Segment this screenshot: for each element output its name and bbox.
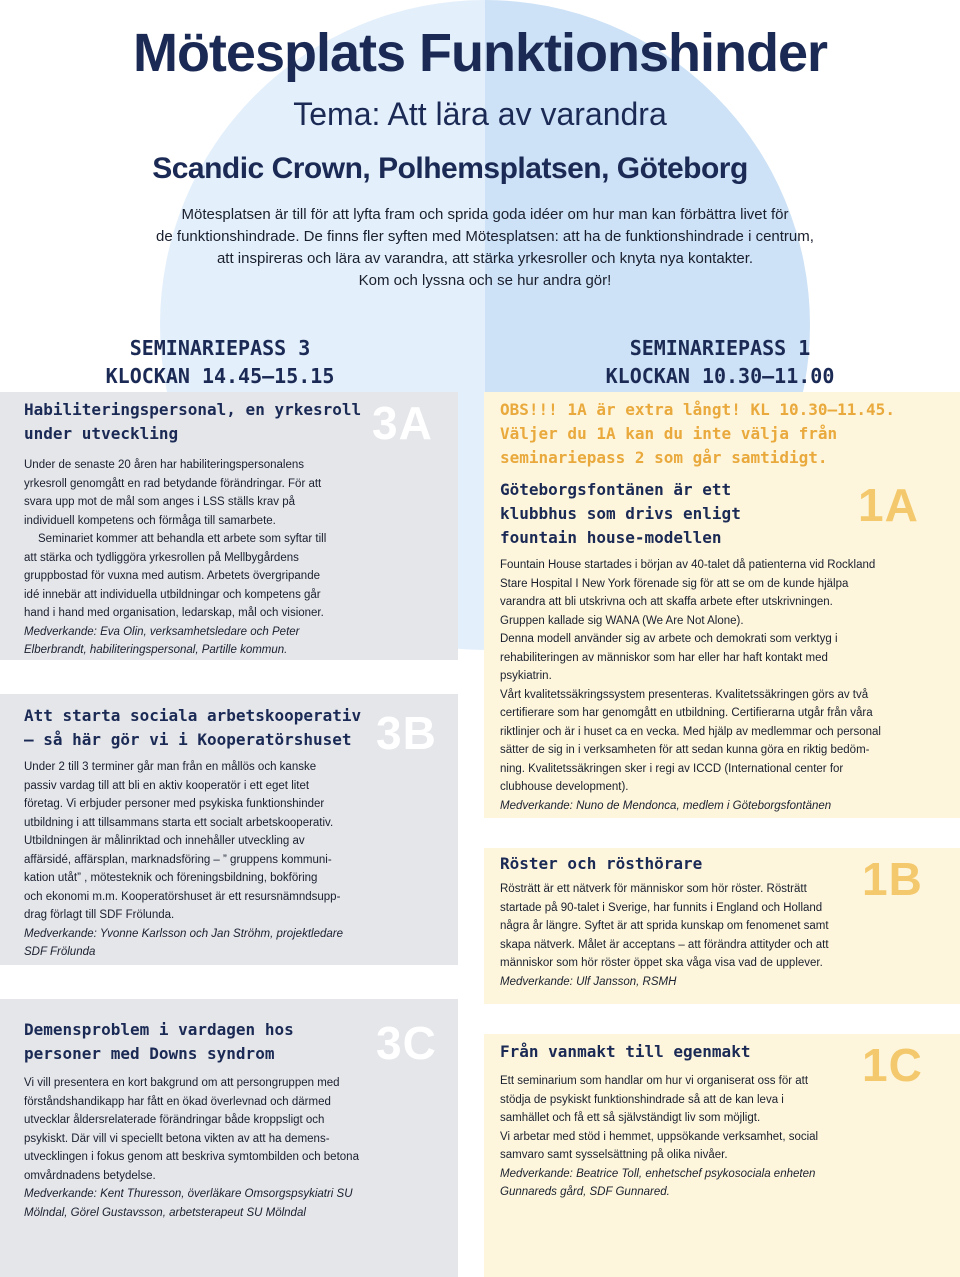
text-line: rehabiliteringen av människor som har eller har haft kontakt med [500,651,828,664]
intro-line: Mötesplatsen är till för att lyfta fram och sprida goda idéer om hur man kan förbättra livet för [181,206,789,223]
seminar-1b-credit: Medverkande: Ulf Jansson, RSMH [500,975,677,988]
seminar-1a-title-line: klubbhus som drivs enligt [500,504,741,523]
seminar-1a [500,478,950,815]
text-line: förståndshandikapp har fått en ökad överlevnad och därmed [24,1095,331,1108]
text-line: Under 2 till 3 terminer går man från en mållös och kanske [24,761,317,773]
seminar-1c [500,1040,950,1202]
seminar-3a-title-line: under utveckling [24,424,179,443]
text-line: varandra att bli utskrivna och att skaffa arbete efter utskrivningen. [500,596,833,608]
seminar-3b-title-line: Att starta sociala arbetskooperativ [24,706,362,725]
seminar-1c-credit: Medverkande: Beatrice Toll, enhetschef psykosociala enheten [500,1167,816,1180]
text-line: Rösträtt är ett nätverk för människor som hör röster. Rösträtt [500,883,807,895]
text-line: psykiatrin. [500,670,552,682]
seminar-3b-credit: SDF Frölunda [24,946,96,958]
text-line: yrkesroll genomgått en rad betydande förändringar. För att [24,477,322,490]
right-session-time: KLOCKAN 10.30–11.00 [605,364,835,388]
seminar-3c-title [24,1018,454,1066]
text-line: Vi vill presentera en kort bakgrund om att persongruppen med [24,1077,340,1089]
text-line: certifierare som har genomgått en utbildning. Certifierarna utgår från våra [500,707,873,719]
text-line: Under de senaste 20 åren har habiliteringspersonalens [24,459,305,471]
text-line: några år längre. Syftet är att sprida kunskap om fenomenet samt [500,920,829,932]
notice-line: seminariepass 2 som går samtidigt. [500,448,828,467]
seminar-1a-description [500,556,950,815]
seminar-1c-title [500,1040,950,1064]
text-line: stödja de psykiskt funktionshindrade så att de kan leva i [500,1093,784,1106]
text-line: Denna modell använder sig av arbete och demokrati som verktyg i [500,633,838,645]
text-line: Ett seminarium som handlar om hur vi organiserat oss för att [500,1075,809,1087]
right-panel-gap-2 [484,1004,960,1034]
seminar-3b-title-line: – så här gör vi i Kooperatörshuset [24,730,352,749]
seminar-3a-title [24,398,444,446]
seminar-1b-title [500,852,950,876]
right-session-heading [540,334,900,390]
seminar-3b-title [24,704,444,752]
left-panel-gap-2 [0,965,458,999]
text-line: Utbildningen är målinriktad och innehåller utveckling av [24,835,305,847]
seminar-1c-description [500,1072,950,1202]
text-line: individuell kompetens och förmåga till samarbete. [24,514,276,527]
text-line: utvecklar åldersrelaterade förändringar både kroppsligt och [24,1114,325,1126]
seminar-1b [500,852,950,991]
seminar-1b-title-line: Röster och rösthörare [500,854,703,873]
seminar-1c-credit: Gunnareds gård, SDF Gunnared. [500,1186,670,1198]
text-line: startade på 90-talet i Sverige, har funnits i England och Holland [500,901,823,914]
seminar-3c-credit: Mölndal, Görel Gustavsson, arbetsterapeut SU Mölndal [24,1206,306,1219]
intro-text [90,204,880,292]
seminar-1c-title-line: Från vanmakt till egenmakt [500,1042,751,1061]
text-line: människor som hör röster öppet ska våga visa vad de upplever. [500,957,823,969]
notice-line: OBS!!! 1A är extra långt! KL 10.30–11.45. [500,400,895,419]
seminar-code-1a: 1A [858,479,919,531]
intro-line: de funktionshindrade. De finns fler syften med Mötesplatsen: att ha de funktionshindrade i centrum, [156,228,814,245]
venue-title: Scandic Crown, Polhemsplatsen, Göteborg [152,152,748,185]
seminar-3a-title-line: Habiliteringspersonal, en yrkesroll [24,400,362,419]
seminar-code-1c: 1C [862,1039,923,1091]
text-line: företag. Vi erbjuder personer med psykiska funktionshinder [24,798,325,810]
text-line: och ekonomi m.m. Kooperatörshuset är ett resursnämndsupp- [24,890,341,903]
left-session-heading [40,334,400,390]
seminar-3a-credit: Elberbrandt, habiliteringspersonal, Partille kommun. [24,644,288,656]
text-line: skapa nätverk. Målet är acceptans – att förändra attityder och att [500,938,829,951]
seminar-code-3b: 3B [376,707,437,759]
seminar-1a-title [500,478,950,550]
seminar-3c-description [24,1074,454,1222]
text-line: utbildning i att tillsammans starta ett socialt arbetskooperativ. [24,816,334,829]
text-line: riktlinjer och är i huset ca en vecka. Med hjälp av medlemmar och personal [500,725,881,738]
text-line: gruppbostad för vuxna med autism. Arbetets övergripande [24,570,320,582]
text-line: omvårdnadens betydelse. [24,1169,156,1182]
text-line: Stare Hospital I New York förenade sig för att se om de kunde hjälpa [500,577,849,590]
intro-line: Kom och lyssna och se hur andra gör! [358,272,612,289]
seminar-3a-credit: Medverkande: Eva Olin, verksamhetsledare och Peter [24,625,300,638]
seminar-3b-credit: Medverkande: Yvonne Karlsson och Jan Ströhm, projektledare [24,927,343,940]
seminar-3c-title-line: Demensproblem i vardagen hos [24,1020,294,1039]
text-line: Gruppen kallade sig WANA (We Are Not Alone). [500,614,744,627]
text-line: Vi arbetar med stöd i hemmet, uppsökande verksamhet, social [500,1130,819,1143]
seminar-3a [24,398,444,660]
seminar-3b-description [24,758,444,962]
text-line: Seminariet kommer att behandla ett arbete som syftar till [38,533,327,545]
text-line: clubhouse development). [500,781,629,793]
seminar-3c [24,1018,454,1222]
seminar-3b [24,704,444,962]
text-line: kation utåt” , mötesteknik och föreningsbildning, bokföring [24,872,318,884]
seminar-code-3c: 3C [376,1017,437,1069]
text-line: hand i hand med organisation, ledarskap, mål och visioner. [24,607,324,619]
right-panel-gap-1 [484,818,960,848]
text-line: drag förlagt till SDF Frölunda. [24,909,175,921]
text-line: psykiskt. Där vill vi speciellt betona vikten av att ha demens- [24,1132,330,1145]
intro-line: att inspireras och lära av varandra, att stärka yrkesroller och knyta nya kontakter. [216,250,754,267]
text-line: Fountain House startades i början av 40-talet då patienterna vid Rockland [500,559,876,571]
seminar-1b-description [500,880,950,991]
text-line: passiv vardag till att bli en aktiv kooperatör i ett eget litet [24,779,310,792]
text-line: svara upp mot de mål som anges i LSS ställs krav på [24,496,296,508]
text-line: affärsidé, affärsplan, marknadsföring – ” gruppens kommuni- [24,853,332,866]
seminar-3a-description [24,456,444,660]
text-line: idé innebär att individuella utbildningar och kompetens går [24,588,321,601]
text-line: ning. Kvalitetssäkringen sker i regi av ICCD (International center for [500,762,844,775]
right-session-name: SEMINARIEPASS 1 [629,336,811,360]
notice-line: Väljer du 1A kan du inte välja från [500,424,838,443]
seminar-code-3a: 3A [372,397,433,449]
seminar-1a-title-line: fountain house-modellen [500,528,722,547]
text-line: utvecklingen i fokus genom att beskriva symtombilden och betona [24,1151,359,1163]
seminar-code-1b: 1B [862,853,923,905]
theme-subtitle: Tema: Att lära av varandra [293,96,667,132]
text-line: samhället och få ett så självständigt liv som möjligt. [500,1112,761,1124]
text-line: att stärka och tydliggöra yrkesrollen på Mellbygårdens [24,551,299,564]
seminar-1a-title-line: Göteborgsfontänen är ett [500,480,732,499]
left-session-time: KLOCKAN 14.45–15.15 [105,364,335,388]
page-title: Mötesplats Funktionshinder [132,23,828,83]
seminar-3c-credit: Medverkande: Kent Thuresson, överläkare Omsorgspsykiatri SU [24,1188,353,1200]
seminar-1a-notice [500,398,950,470]
left-panel-gap-1 [0,660,458,694]
text-line: sätter de sig in i verksamheten för att sedan kunna göra en riktig bedöm- [500,744,870,756]
text-line: samvaro samt sysselsättning på olika nivåer. [500,1149,728,1161]
seminar-3c-title-line: personer med Downs syndrom [24,1044,275,1063]
text-line: Vårt kvalitetssäkringssystem presenteras. Kvalitetssäkringen görs av två [500,688,869,701]
left-session-name: SEMINARIEPASS 3 [129,336,311,360]
seminar-1a-credit: Medverkande: Nuno de Mendonca, medlem i Göteborgsfontänen [500,799,832,812]
